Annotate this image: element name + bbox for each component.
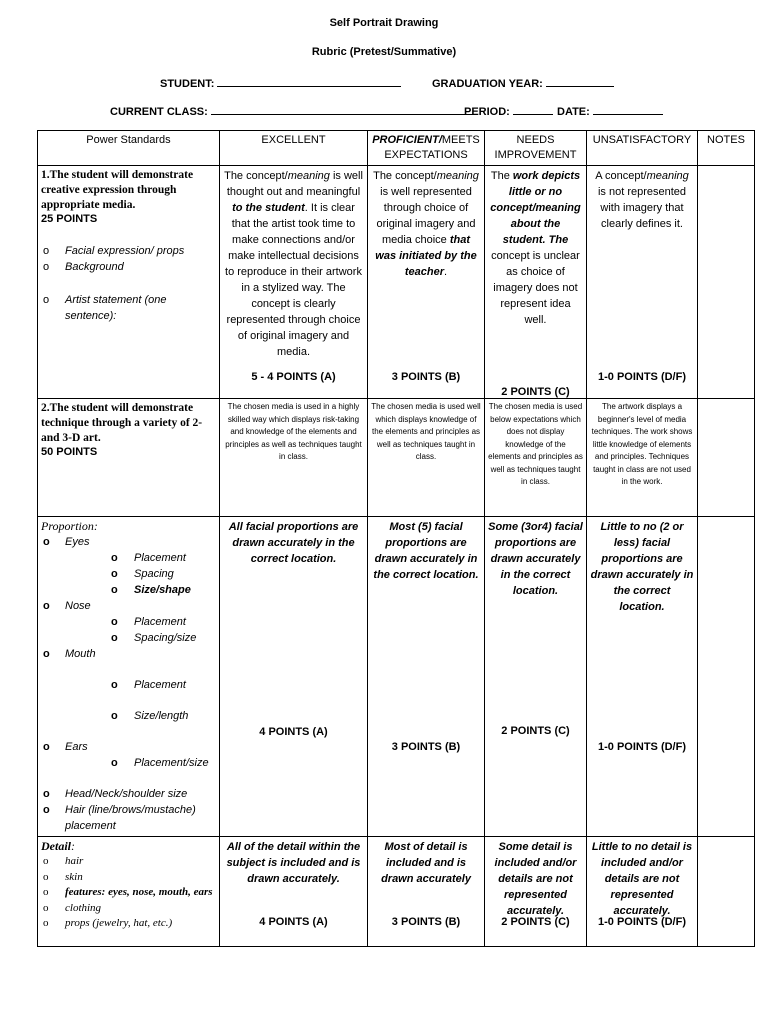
period-label: PERIOD: [464, 106, 510, 118]
bullet-icon: o [111, 584, 118, 596]
list-item-label: Ears [65, 741, 88, 753]
list-item-label: Eyes [65, 536, 90, 548]
detail-cell [38, 837, 220, 947]
header-standards: Power Standards [38, 131, 220, 166]
list-item-label: Nose [65, 600, 91, 612]
list-item: o Facial expression/ props [43, 245, 185, 257]
list-item [41, 901, 216, 917]
current-class-field[interactable] [110, 104, 474, 118]
list-item-label: Head/Neck/shoulder size [65, 788, 188, 800]
list-item-label: Spacing/size [134, 632, 197, 644]
needs-cell: The chosen media is used below expectations which does not display knowledge of the elements and principles as well as techniques taught in class. [485, 399, 587, 517]
sub-list-item [41, 677, 216, 693]
proportion-list [41, 534, 216, 834]
notes-cell[interactable] [698, 517, 755, 837]
list-item: o Artist statement (one sentence): [43, 294, 167, 322]
points-b: 3 POINTS (B) [391, 916, 461, 928]
graduation-year-field[interactable] [432, 76, 614, 90]
needs-cell: Some (3or4) facial proportions are drawn accurately in the correct location. 2 POINTS (C) [485, 517, 587, 837]
list-item [41, 786, 216, 802]
bullet-icon: o [43, 804, 50, 816]
standard-text: 1.The student will demonstrate creative expression through appropriate media. [41, 169, 194, 211]
points-df: 1-0 POINTS (D/F) [597, 741, 686, 753]
points-a: 5 - 4 POINTS (A) [251, 371, 336, 383]
header-proficient [368, 131, 485, 166]
current-class-label: CURRENT CLASS: [110, 106, 208, 118]
rubric-table [37, 130, 755, 947]
proportion-heading: Proportion: [41, 519, 98, 533]
list-item-label: Size/shape [134, 584, 191, 596]
points-b: 3 POINTS (B) [391, 741, 461, 753]
list-item-label: Mouth [65, 648, 96, 660]
rubric-row-creative-expression [38, 166, 755, 399]
bullet-icon: o [43, 855, 49, 867]
rubric-row-proportion [38, 517, 755, 837]
proportion-cell [38, 517, 220, 837]
list-item-label: hair [65, 855, 84, 867]
detail-list [41, 854, 216, 932]
date-line[interactable] [593, 104, 663, 115]
proficient-cell: The chosen media is used well which displays knowledge of the elements and principles as well as techniques taught in class. [368, 399, 485, 517]
list-item-label: Placement/size [134, 757, 209, 769]
student-label: STUDENT: [160, 78, 215, 90]
notes-cell[interactable] [698, 837, 755, 947]
points-a: 4 POINTS (A) [259, 916, 328, 928]
date-label: DATE: [557, 106, 590, 118]
current-class-line[interactable] [211, 104, 474, 115]
excellent-cell: The concept/meaning is well thought out and meaningful to the student. It is clear that the artist took time to make connections and/or make intellectual decisions to reproduce in their artwork in a stylized way. The concept is clearly represented through choice of original imagery and media. 5 - 4 POINTS (A) [220, 166, 368, 399]
points-b: 3 POINTS (B) [391, 371, 461, 383]
notes-cell[interactable] [698, 166, 755, 399]
list-item-label: Spacing [134, 568, 174, 580]
date-field[interactable] [557, 104, 663, 118]
bullet-icon: o [111, 710, 118, 722]
unsatisfactory-cell: A concept/meaning is not represented with imagery that clearly defines it. 1-0 POINTS (D/F) [587, 166, 698, 399]
standard-cell [38, 399, 220, 517]
needs-cell: Some detail is included and/or details are not represented accurately. 2 POINTS (C) [485, 837, 587, 947]
list-item-label: props (jewelry, hat, etc.) [65, 917, 173, 929]
header-proficient-a: PROFICIENT/ [372, 134, 442, 146]
header-unsatisfactory: UNSATISFACTORY [587, 131, 698, 166]
detail-heading: Detail: [41, 839, 75, 853]
header-row [38, 131, 755, 166]
sub-list-item [41, 614, 216, 630]
document-title: Self Portrait Drawing [329, 17, 439, 29]
proficient-cell: Most of detail is included and is drawn accurately 3 POINTS (B) [368, 837, 485, 947]
sub-list-item [41, 566, 216, 582]
list-item [41, 646, 216, 662]
rubric-row-detail [38, 837, 755, 947]
bullet-icon: o [43, 901, 49, 914]
bullet-icon: o [43, 648, 50, 660]
bullet-icon: o [111, 679, 118, 691]
list-item [41, 598, 216, 614]
bullet-icon: o [111, 757, 118, 769]
header-needs-improvement: NEEDS IMPROVEMENT [485, 131, 587, 166]
graduation-year-label: GRADUATION YEAR: [432, 78, 543, 90]
rubric-row-technique [38, 399, 755, 517]
graduation-year-line[interactable] [546, 76, 614, 87]
period-line[interactable] [513, 104, 553, 115]
list-item [41, 870, 216, 886]
standard-text: 2.The student will demonstrate technique through a variety of 2- and 3-D art. [41, 402, 203, 444]
points-df: 1-0 POINTS (D/F) [597, 371, 686, 383]
list-item-label: Hair (line/brows/mustache) placement [65, 804, 196, 832]
sub-list-item [41, 755, 216, 771]
needs-cell: The work depicts little or no concept/meaning about the student. The concept is unclear as choice of imagery does not represent idea well. 2 POINTS (C) [485, 166, 587, 399]
bullet-icon: o [43, 788, 50, 800]
document-subtitle: Rubric (Pretest/Summative) [311, 46, 457, 58]
header-excellent: EXCELLENT [220, 131, 368, 166]
proficient-cell: Most (5) facial proportions are drawn accurately in the correct location. 3 POINTS (B) [368, 517, 485, 837]
notes-cell[interactable] [698, 399, 755, 517]
period-field[interactable] [464, 104, 553, 118]
unsatisfactory-cell: Little to no detail is included and/or details are not represented accurately. 1-0 POINTS (D/F) [587, 837, 698, 947]
bullet-icon: o [43, 536, 50, 548]
standard-points: 25 POINTS [41, 213, 98, 225]
standard-items [41, 243, 216, 324]
points-c: 2 POINTS (C) [501, 725, 570, 737]
list-item [41, 916, 216, 932]
student-field[interactable] [160, 76, 401, 90]
points-c: 2 POINTS (C) [501, 386, 570, 398]
bullet-icon: o [111, 616, 118, 628]
student-line[interactable] [217, 76, 401, 87]
list-item-label: Placement [134, 616, 186, 628]
proficient-cell: The concept/meaning is well represented through choice of original imagery and media choice that was initiated by the teacher. 3 POINTS (B) [368, 166, 485, 399]
sub-list-item [41, 630, 216, 646]
standard-cell [38, 166, 220, 399]
sub-list-item [41, 708, 216, 724]
bullet-icon: o [111, 552, 118, 564]
list-item-label: skin [65, 870, 83, 883]
header-proficient-b: MEETS EXPECTATIONS [384, 134, 480, 161]
list-item-label: features: eyes, nose, mouth, ears [65, 886, 213, 898]
excellent-cell: The chosen media is used in a highly skilled way which displays risk-taking and knowledge of the elements and principles as well as techniques taught in class. [220, 399, 368, 517]
bullet-icon: o [43, 741, 50, 753]
excellent-cell: All facial proportions are drawn accurately in the correct location. 4 POINTS (A) [220, 517, 368, 837]
list-item [41, 802, 216, 834]
unsatisfactory-cell: The artwork displays a beginner's level of media techniques. The work shows little knowledge of elements and principles. Techniques taught in class are not used in the work. [587, 399, 698, 517]
standard-points: 50 POINTS [41, 446, 98, 458]
points-a: 4 POINTS (A) [259, 726, 328, 738]
points-c: 2 POINTS (C) [501, 916, 570, 928]
list-item-label: Placement [134, 679, 186, 691]
list-item-label: clothing [65, 901, 102, 914]
bullet-icon: o [111, 568, 118, 580]
list-item [41, 534, 216, 550]
list-item: o Background [43, 261, 124, 273]
sub-list-item [41, 582, 216, 598]
excellent-cell: All of the detail within the subject is included and is drawn accurately. 4 POINTS (A) [220, 837, 368, 947]
list-item [41, 885, 216, 901]
bullet-icon: o [43, 886, 49, 898]
bullet-icon: o [43, 917, 49, 929]
points-df: 1-0 POINTS (D/F) [597, 916, 686, 928]
list-item-label: Size/length [134, 710, 189, 722]
bullet-icon: o [43, 600, 50, 612]
bullet-icon: o [43, 870, 49, 883]
list-item-label: Placement [134, 552, 186, 564]
header-notes: NOTES [698, 131, 755, 166]
sub-list-item [41, 550, 216, 566]
list-item [41, 854, 216, 870]
unsatisfactory-cell: Little to no (2 or less) facial proportions are drawn accurately in the correct location. 1-0 POINTS (D/F) [587, 517, 698, 837]
list-item [41, 739, 216, 755]
bullet-icon: o [111, 632, 118, 644]
